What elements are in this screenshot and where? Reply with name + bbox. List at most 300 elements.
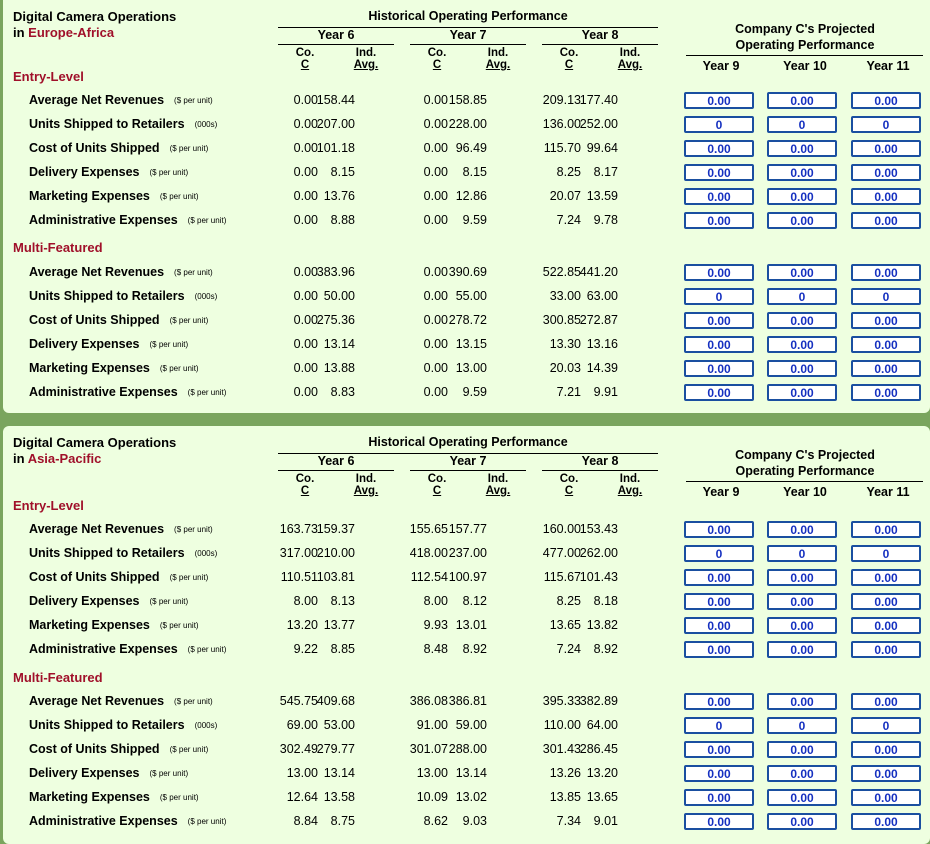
industry-avg-value: 441.20 bbox=[579, 265, 618, 279]
projection-input-year-10[interactable] bbox=[767, 116, 837, 133]
projection-input-year-9[interactable] bbox=[684, 288, 754, 305]
row-unit: (000s) bbox=[194, 721, 218, 730]
industry-avg-value: 8.18 bbox=[593, 594, 618, 608]
projection-input-year-9[interactable] bbox=[684, 164, 754, 181]
projection-input-year-11[interactable] bbox=[851, 641, 921, 658]
projection-input-year-9[interactable] bbox=[684, 521, 754, 538]
company-value: 301.07 bbox=[409, 742, 448, 756]
sub-header-line2: C bbox=[432, 59, 442, 71]
company-value: 7.24 bbox=[556, 213, 581, 227]
ind-avg-header bbox=[473, 473, 523, 497]
row-label-text: Cost of Units Shipped bbox=[29, 570, 160, 584]
section-title: Multi-Featured bbox=[13, 240, 103, 255]
industry-avg-value: 59.00 bbox=[455, 718, 487, 732]
projection-input-year-9[interactable] bbox=[684, 212, 754, 229]
row-unit: ($ per unit) bbox=[187, 645, 227, 654]
projected-title-line1: Company C's Projected bbox=[735, 448, 875, 462]
industry-avg-value: 8.75 bbox=[330, 814, 355, 828]
industry-avg-value: 13.15 bbox=[455, 337, 487, 351]
co-c-header bbox=[544, 47, 594, 71]
projection-input-year-10[interactable] bbox=[767, 164, 837, 181]
industry-avg-value: 13.59 bbox=[586, 189, 618, 203]
section-title: Entry-Level bbox=[13, 69, 84, 84]
company-value: 0.00 bbox=[293, 385, 318, 399]
ind-avg-header bbox=[341, 473, 391, 497]
projection-input-year-9[interactable] bbox=[684, 140, 754, 157]
projection-input-year-10[interactable] bbox=[767, 264, 837, 281]
sub-header-line1: Co. bbox=[559, 47, 579, 59]
row-label bbox=[29, 337, 188, 351]
row-unit: ($ per unit) bbox=[159, 364, 199, 373]
row-label bbox=[29, 618, 199, 632]
projection-input-year-10[interactable] bbox=[767, 641, 837, 658]
section-title: Entry-Level bbox=[13, 498, 84, 513]
company-value: 13.20 bbox=[286, 618, 318, 632]
panel-title bbox=[13, 9, 176, 41]
sub-header-line2: Avg. bbox=[617, 485, 643, 497]
industry-avg-value: 286.45 bbox=[579, 742, 618, 756]
projection-input-year-11[interactable] bbox=[851, 360, 921, 377]
projection-input-year-11[interactable] bbox=[851, 92, 921, 109]
projection-input-year-10[interactable] bbox=[767, 593, 837, 610]
industry-avg-value: 8.15 bbox=[462, 165, 487, 179]
row-unit: ($ per unit) bbox=[149, 340, 189, 349]
year-divider bbox=[278, 44, 394, 45]
row-label-text: Delivery Expenses bbox=[29, 594, 140, 608]
sub-header-line2: Avg. bbox=[617, 59, 643, 71]
projection-input-year-10[interactable] bbox=[767, 188, 837, 205]
company-value: 0.00 bbox=[293, 313, 318, 327]
industry-avg-value: 50.00 bbox=[323, 289, 355, 303]
projection-input-year-9[interactable] bbox=[684, 312, 754, 329]
company-value: 20.03 bbox=[549, 361, 581, 375]
company-value: 13.00 bbox=[286, 766, 318, 780]
industry-avg-value: 228.00 bbox=[448, 117, 487, 131]
industry-avg-value: 13.14 bbox=[323, 337, 355, 351]
projection-input-year-10[interactable] bbox=[767, 140, 837, 157]
row-label-text: Average Net Revenues bbox=[29, 265, 165, 279]
projected-title-line2: Operating Performance bbox=[735, 464, 875, 478]
year-divider bbox=[410, 44, 526, 45]
projected-divider bbox=[686, 55, 923, 56]
projection-input-year-9[interactable] bbox=[684, 569, 754, 586]
company-value: 300.85 bbox=[542, 313, 581, 327]
company-value: 0.00 bbox=[293, 189, 318, 203]
co-c-header bbox=[412, 47, 462, 71]
row-label-text: Administrative Expenses bbox=[29, 385, 178, 399]
proj-year-2: Year 11 bbox=[866, 485, 910, 499]
row-label bbox=[29, 594, 188, 608]
section-title: Multi-Featured bbox=[13, 670, 103, 685]
proj-year-2: Year 11 bbox=[866, 59, 910, 73]
row-unit: ($ per unit) bbox=[174, 96, 213, 105]
projected-divider bbox=[686, 481, 923, 482]
row-label bbox=[29, 385, 226, 399]
row-label bbox=[29, 265, 213, 279]
projection-input-year-11[interactable] bbox=[851, 116, 921, 133]
panel-title-line2 bbox=[13, 25, 176, 41]
projection-input-year-11[interactable] bbox=[851, 212, 921, 229]
projection-input-year-9[interactable] bbox=[684, 188, 754, 205]
sub-header-line1: Ind. bbox=[619, 473, 641, 485]
industry-avg-value: 390.69 bbox=[448, 265, 487, 279]
industry-avg-value: 103.81 bbox=[316, 570, 355, 584]
projection-input-year-10[interactable] bbox=[767, 288, 837, 305]
co-c-header bbox=[412, 473, 462, 497]
sub-header-line1: Co. bbox=[427, 47, 447, 59]
row-label bbox=[29, 522, 213, 536]
projection-input-year-10[interactable] bbox=[767, 693, 837, 710]
row-label-text: Average Net Revenues bbox=[29, 93, 165, 107]
projection-input-year-10[interactable] bbox=[767, 360, 837, 377]
company-value: 13.00 bbox=[416, 766, 448, 780]
row-unit: ($ per unit) bbox=[174, 697, 213, 706]
row-label-text: Administrative Expenses bbox=[29, 814, 178, 828]
company-value: 155.65 bbox=[409, 522, 448, 536]
row-label bbox=[29, 117, 217, 131]
row-unit: ($ per unit) bbox=[159, 621, 199, 630]
sub-header-line1: Co. bbox=[295, 473, 315, 485]
industry-avg-value: 13.02 bbox=[455, 790, 487, 804]
company-value: 302.49 bbox=[279, 742, 318, 756]
sub-header-line1: Co. bbox=[427, 473, 447, 485]
projection-input-year-10[interactable] bbox=[767, 617, 837, 634]
industry-avg-value: 12.86 bbox=[455, 189, 487, 203]
company-value: 10.09 bbox=[416, 790, 448, 804]
industry-avg-value: 383.96 bbox=[316, 265, 355, 279]
proj-year-0: Year 9 bbox=[702, 59, 740, 73]
row-label-text: Cost of Units Shipped bbox=[29, 313, 160, 327]
row-unit: (000s) bbox=[194, 549, 218, 558]
company-value: 0.00 bbox=[423, 313, 448, 327]
row-label-text: Cost of Units Shipped bbox=[29, 742, 160, 756]
hist-year-0: Year 6 bbox=[317, 28, 355, 42]
row-label-text: Marketing Expenses bbox=[29, 361, 150, 375]
industry-avg-value: 275.36 bbox=[316, 313, 355, 327]
projection-input-year-10[interactable] bbox=[767, 521, 837, 538]
projection-input-year-11[interactable] bbox=[851, 593, 921, 610]
projection-input-year-9[interactable] bbox=[684, 264, 754, 281]
historical-title: Historical Operating Performance bbox=[368, 9, 568, 23]
projection-input-year-9[interactable] bbox=[684, 717, 754, 734]
row-label-text: Delivery Expenses bbox=[29, 165, 140, 179]
projection-input-year-10[interactable] bbox=[767, 765, 837, 782]
row-unit: (000s) bbox=[194, 292, 218, 301]
row-label-text: Marketing Expenses bbox=[29, 790, 150, 804]
projection-input-year-11[interactable] bbox=[851, 569, 921, 586]
company-value: 0.00 bbox=[293, 361, 318, 375]
projection-input-year-10[interactable] bbox=[767, 212, 837, 229]
industry-avg-value: 13.76 bbox=[323, 189, 355, 203]
sub-header-line2: C bbox=[564, 59, 574, 71]
row-label-text: Delivery Expenses bbox=[29, 766, 140, 780]
projection-input-year-9[interactable] bbox=[684, 545, 754, 562]
row-label bbox=[29, 742, 208, 756]
company-value: 160.00 bbox=[542, 522, 581, 536]
projection-input-year-11[interactable] bbox=[851, 264, 921, 281]
projection-input-year-11[interactable] bbox=[851, 140, 921, 157]
company-value: 8.00 bbox=[423, 594, 448, 608]
industry-avg-value: 252.00 bbox=[579, 117, 618, 131]
projection-input-year-9[interactable] bbox=[684, 641, 754, 658]
row-label-text: Delivery Expenses bbox=[29, 337, 140, 351]
company-value: 522.85 bbox=[542, 265, 581, 279]
company-value: 33.00 bbox=[549, 289, 581, 303]
industry-avg-value: 8.88 bbox=[330, 213, 355, 227]
sub-header-line2: Avg. bbox=[485, 485, 511, 497]
co-c-header bbox=[280, 47, 330, 71]
industry-avg-value: 279.77 bbox=[316, 742, 355, 756]
sub-header-line2: C bbox=[432, 485, 442, 497]
industry-avg-value: 13.88 bbox=[323, 361, 355, 375]
sub-header-line1: Ind. bbox=[487, 473, 509, 485]
industry-avg-value: 382.89 bbox=[579, 694, 618, 708]
ind-avg-header bbox=[341, 47, 391, 71]
company-value: 110.51 bbox=[280, 570, 318, 584]
industry-avg-value: 8.83 bbox=[330, 385, 355, 399]
company-value: 8.25 bbox=[556, 165, 581, 179]
projection-input-year-11[interactable] bbox=[851, 288, 921, 305]
projection-input-year-10[interactable] bbox=[767, 384, 837, 401]
row-unit: ($ per unit) bbox=[169, 316, 209, 325]
company-value: 136.00 bbox=[542, 117, 581, 131]
projection-input-year-11[interactable] bbox=[851, 717, 921, 734]
row-label-text: Marketing Expenses bbox=[29, 189, 150, 203]
projection-input-year-10[interactable] bbox=[767, 741, 837, 758]
projection-input-year-9[interactable] bbox=[684, 741, 754, 758]
projection-input-year-10[interactable] bbox=[767, 813, 837, 830]
company-value: 9.22 bbox=[293, 642, 318, 656]
company-value: 0.00 bbox=[423, 265, 448, 279]
row-unit: (000s) bbox=[194, 120, 218, 129]
sub-header-line1: Ind. bbox=[619, 47, 641, 59]
projection-input-year-9[interactable] bbox=[684, 116, 754, 133]
projection-input-year-11[interactable] bbox=[851, 765, 921, 782]
projection-input-year-10[interactable] bbox=[767, 789, 837, 806]
industry-avg-value: 53.00 bbox=[323, 718, 355, 732]
company-value: 91.00 bbox=[416, 718, 448, 732]
row-unit: ($ per unit) bbox=[174, 268, 213, 277]
projection-input-year-9[interactable] bbox=[684, 92, 754, 109]
sub-header-line2: C bbox=[300, 59, 310, 71]
proj-year-1: Year 10 bbox=[783, 59, 827, 73]
industry-avg-value: 101.43 bbox=[579, 570, 618, 584]
row-label bbox=[29, 766, 188, 780]
proj-year-1: Year 10 bbox=[783, 485, 827, 499]
industry-avg-value: 272.87 bbox=[579, 313, 618, 327]
row-label bbox=[29, 141, 208, 155]
sub-header-line1: Ind. bbox=[355, 47, 377, 59]
industry-avg-value: 237.00 bbox=[448, 546, 487, 560]
panel-title-prefix: in bbox=[13, 25, 29, 40]
company-value: 395.33 bbox=[542, 694, 581, 708]
panel-title-line1: Digital Camera Operations bbox=[13, 9, 177, 24]
hist-year-2: Year 8 bbox=[581, 454, 619, 468]
projection-input-year-9[interactable] bbox=[684, 813, 754, 830]
projection-input-year-9[interactable] bbox=[684, 360, 754, 377]
industry-avg-value: 278.72 bbox=[448, 313, 487, 327]
row-label-text: Administrative Expenses bbox=[29, 642, 178, 656]
company-value: 163.73 bbox=[279, 522, 318, 536]
year-divider bbox=[542, 470, 658, 471]
company-value: 0.00 bbox=[423, 165, 448, 179]
company-value: 0.00 bbox=[293, 141, 318, 155]
industry-avg-value: 9.78 bbox=[593, 213, 618, 227]
projection-input-year-10[interactable] bbox=[767, 717, 837, 734]
company-value: 477.00 bbox=[542, 546, 581, 560]
company-value: 418.00 bbox=[409, 546, 448, 560]
company-value: 115.67 bbox=[543, 570, 581, 584]
projection-input-year-9[interactable] bbox=[684, 593, 754, 610]
row-label-text: Average Net Revenues bbox=[29, 522, 165, 536]
industry-avg-value: 100.97 bbox=[448, 570, 487, 584]
sub-header-line2: C bbox=[300, 485, 310, 497]
sub-header-line1: Co. bbox=[559, 473, 579, 485]
industry-avg-value: 8.85 bbox=[330, 642, 355, 656]
projection-input-year-11[interactable] bbox=[851, 813, 921, 830]
co-c-header bbox=[280, 473, 330, 497]
year-divider bbox=[542, 44, 658, 45]
industry-avg-value: 288.00 bbox=[448, 742, 487, 756]
projection-input-year-9[interactable] bbox=[684, 789, 754, 806]
industry-avg-value: 64.00 bbox=[586, 718, 618, 732]
industry-avg-value: 13.58 bbox=[323, 790, 355, 804]
company-value: 0.00 bbox=[293, 165, 318, 179]
sub-header-line1: Co. bbox=[295, 47, 315, 59]
company-value: 112.54 bbox=[410, 570, 448, 584]
projection-input-year-11[interactable] bbox=[851, 312, 921, 329]
company-value: 8.25 bbox=[556, 594, 581, 608]
industry-avg-value: 13.82 bbox=[586, 618, 618, 632]
row-label-text: Administrative Expenses bbox=[29, 213, 178, 227]
company-value: 12.64 bbox=[286, 790, 318, 804]
sub-header-line2: Avg. bbox=[353, 485, 379, 497]
row-label bbox=[29, 165, 188, 179]
row-label bbox=[29, 642, 226, 656]
row-unit: ($ per unit) bbox=[159, 192, 199, 201]
europe-africa-panel bbox=[3, 0, 930, 413]
row-label-text: Units Shipped to Retailers bbox=[29, 718, 185, 732]
projection-input-year-11[interactable] bbox=[851, 188, 921, 205]
projection-input-year-11[interactable] bbox=[851, 521, 921, 538]
ind-avg-header bbox=[605, 473, 655, 497]
industry-avg-value: 101.18 bbox=[316, 141, 355, 155]
sub-header-line2: Avg. bbox=[353, 59, 379, 71]
projection-input-year-11[interactable] bbox=[851, 545, 921, 562]
industry-avg-value: 13.01 bbox=[455, 618, 487, 632]
row-unit: ($ per unit) bbox=[174, 525, 213, 534]
hist-year-1: Year 7 bbox=[449, 28, 487, 42]
projection-input-year-11[interactable] bbox=[851, 617, 921, 634]
panel-title-prefix: in bbox=[13, 451, 28, 466]
historical-title: Historical Operating Performance bbox=[368, 435, 568, 449]
company-value: 0.00 bbox=[423, 117, 448, 131]
company-value: 115.70 bbox=[543, 141, 581, 155]
industry-avg-value: 96.49 bbox=[455, 141, 487, 155]
company-value: 13.85 bbox=[549, 790, 581, 804]
panel-title-line1: Digital Camera Operations bbox=[13, 435, 177, 450]
row-unit: ($ per unit) bbox=[187, 388, 227, 397]
company-value: 386.08 bbox=[409, 694, 448, 708]
projection-input-year-11[interactable] bbox=[851, 693, 921, 710]
row-unit: ($ per unit) bbox=[169, 144, 209, 153]
projection-input-year-11[interactable] bbox=[851, 789, 921, 806]
projection-input-year-10[interactable] bbox=[767, 312, 837, 329]
region-name: Europe-Africa bbox=[28, 25, 115, 40]
sub-header-line2: Avg. bbox=[485, 59, 511, 71]
row-label bbox=[29, 694, 213, 708]
industry-avg-value: 99.64 bbox=[586, 141, 618, 155]
projection-input-year-11[interactable] bbox=[851, 741, 921, 758]
projection-input-year-9[interactable] bbox=[684, 384, 754, 401]
row-label bbox=[29, 93, 213, 107]
company-value: 0.00 bbox=[293, 117, 318, 131]
hist-year-1: Year 7 bbox=[449, 454, 487, 468]
projection-input-year-11[interactable] bbox=[851, 384, 921, 401]
industry-avg-value: 210.00 bbox=[316, 546, 355, 560]
year-divider bbox=[278, 470, 394, 471]
company-value: 0.00 bbox=[293, 265, 318, 279]
industry-avg-value: 13.20 bbox=[586, 766, 618, 780]
projection-input-year-11[interactable] bbox=[851, 336, 921, 353]
panel-title bbox=[13, 435, 176, 467]
row-label-text: Marketing Expenses bbox=[29, 618, 150, 632]
company-value: 317.00 bbox=[279, 546, 318, 560]
panel-title-line2 bbox=[13, 451, 176, 467]
row-unit: ($ per unit) bbox=[149, 168, 189, 177]
sub-header-line1: Ind. bbox=[487, 47, 509, 59]
region-name: Asia-Pacific bbox=[27, 451, 102, 466]
company-value: 9.93 bbox=[423, 618, 448, 632]
company-value: 0.00 bbox=[423, 213, 448, 227]
hist-year-2: Year 8 bbox=[581, 28, 619, 42]
projection-input-year-9[interactable] bbox=[684, 693, 754, 710]
sub-header-line2: C bbox=[564, 485, 574, 497]
row-label-text: Average Net Revenues bbox=[29, 694, 165, 708]
industry-avg-value: 63.00 bbox=[586, 289, 618, 303]
projection-input-year-10[interactable] bbox=[767, 569, 837, 586]
row-label bbox=[29, 718, 217, 732]
row-label bbox=[29, 313, 208, 327]
industry-avg-value: 8.12 bbox=[462, 594, 487, 608]
industry-avg-value: 153.43 bbox=[579, 522, 618, 536]
company-value: 0.00 bbox=[423, 189, 448, 203]
industry-avg-value: 159.37 bbox=[316, 522, 355, 536]
ind-avg-header bbox=[473, 47, 523, 71]
projection-input-year-11[interactable] bbox=[851, 164, 921, 181]
projection-input-year-9[interactable] bbox=[684, 765, 754, 782]
row-unit: ($ per unit) bbox=[149, 769, 189, 778]
industry-avg-value: 13.77 bbox=[323, 618, 355, 632]
industry-avg-value: 177.40 bbox=[579, 93, 618, 107]
projection-input-year-10[interactable] bbox=[767, 336, 837, 353]
industry-avg-value: 386.81 bbox=[448, 694, 487, 708]
company-value: 0.00 bbox=[423, 289, 448, 303]
projection-input-year-10[interactable] bbox=[767, 545, 837, 562]
projection-input-year-9[interactable] bbox=[684, 617, 754, 634]
row-label-text: Units Shipped to Retailers bbox=[29, 546, 185, 560]
projection-input-year-10[interactable] bbox=[767, 92, 837, 109]
row-label-text: Cost of Units Shipped bbox=[29, 141, 160, 155]
company-value: 0.00 bbox=[293, 337, 318, 351]
industry-avg-value: 8.92 bbox=[462, 642, 487, 656]
industry-avg-value: 13.00 bbox=[455, 361, 487, 375]
industry-avg-value: 409.68 bbox=[316, 694, 355, 708]
projection-input-year-9[interactable] bbox=[684, 336, 754, 353]
company-value: 0.00 bbox=[423, 93, 448, 107]
company-value: 7.21 bbox=[556, 385, 581, 399]
industry-avg-value: 13.16 bbox=[586, 337, 618, 351]
